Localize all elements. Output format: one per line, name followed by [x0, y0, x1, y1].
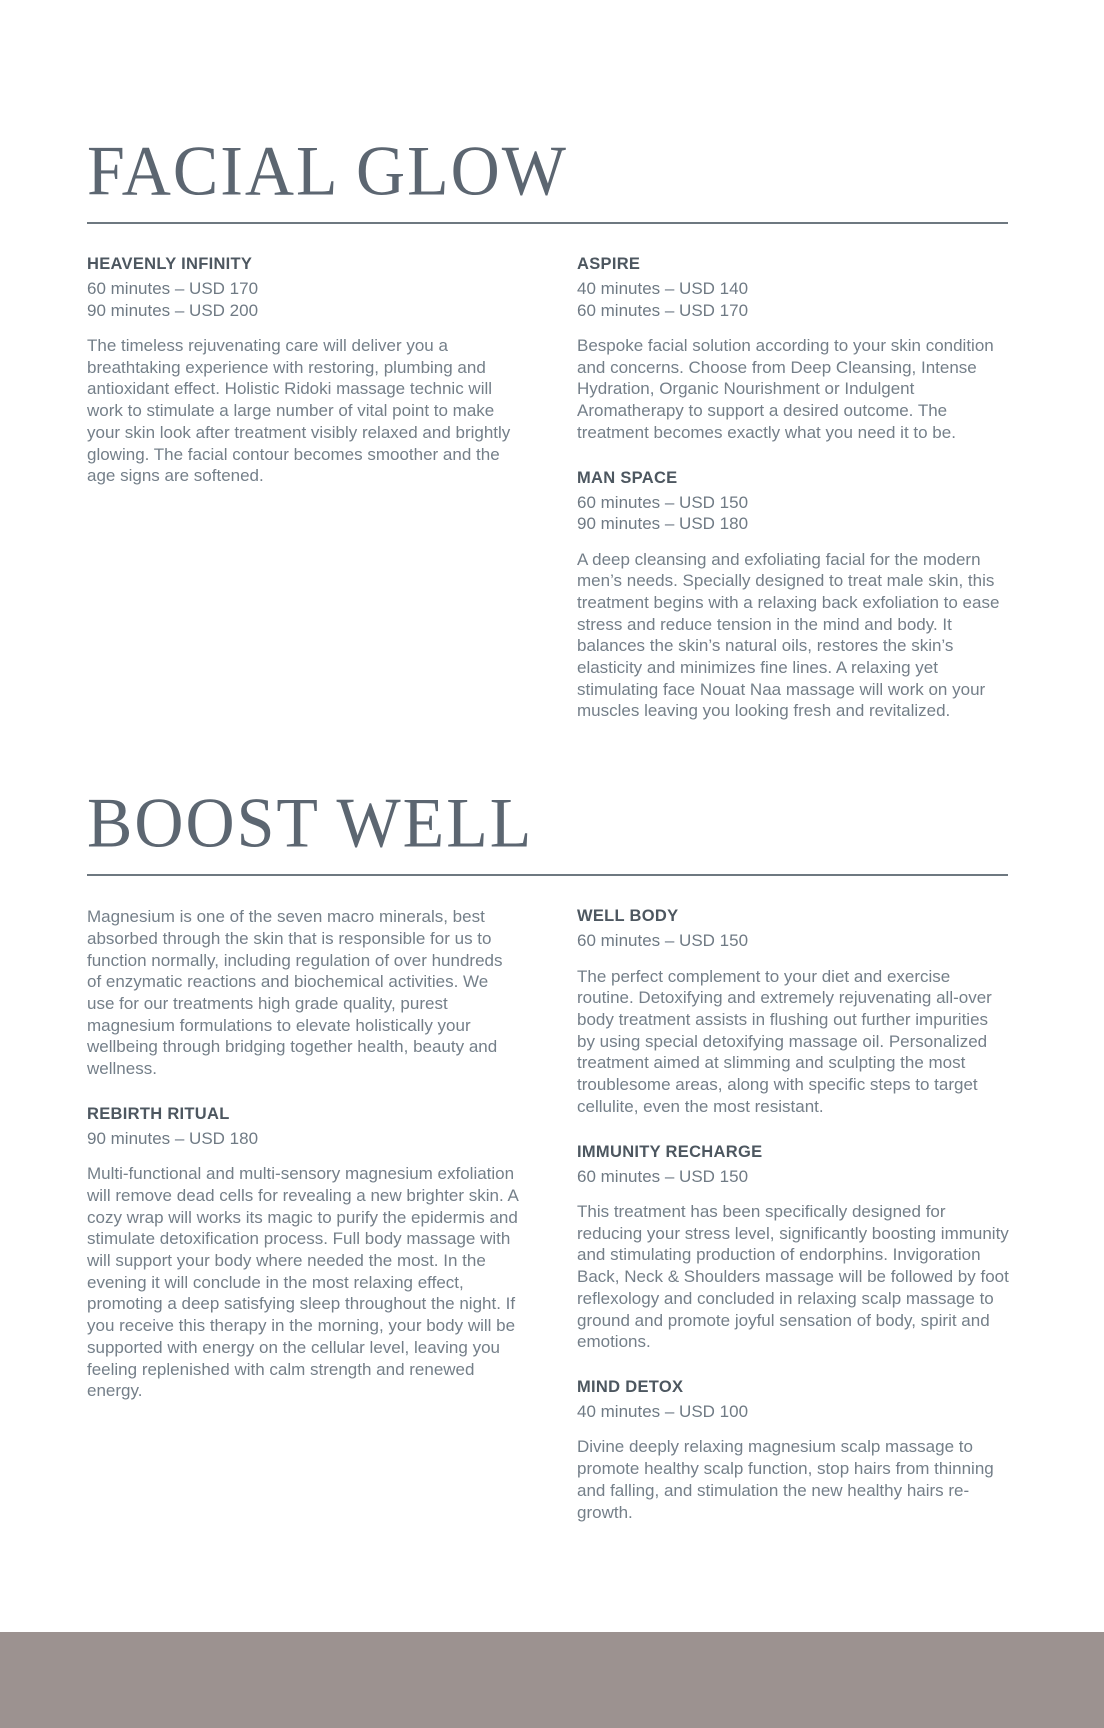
facial-glow-left-column	[87, 254, 519, 722]
section-boost-well	[87, 783, 1009, 1523]
section-title-facial-glow: FACIAL GLOW	[87, 131, 568, 211]
treatment-name: MIND DETOX	[577, 1377, 684, 1396]
treatment-name: MAN SPACE	[577, 468, 678, 487]
treatment-aspire	[577, 254, 1009, 444]
treatment-name: IMMUNITY RECHARGE	[577, 1142, 763, 1161]
treatment-price-line: 60 minutes – USD 150	[577, 931, 749, 951]
treatment-heavenly-infinity	[87, 254, 519, 487]
treatment-mind-detox	[577, 1377, 1009, 1523]
treatment-description: The perfect complement to your diet and exercise routine. Detoxifying and extremely rejuvenating all-over body treatment assists in flushing out further impurities by using special detoxifying massage oil. Personalized treatment aimed at slimming and sculpting the most troublesome areas, along with specific steps to target cellulite, even the most resistant.	[577, 966, 992, 1116]
boost-well-right-column	[577, 906, 1009, 1523]
treatment-well-body	[577, 906, 1009, 1117]
footer-color-bar	[0, 1632, 1104, 1728]
treatment-name: HEAVENLY INFINITY	[87, 255, 253, 273]
treatment-price-line: 40 minutes – USD 100	[577, 1401, 749, 1421]
treatment-man-space	[577, 468, 1009, 723]
boost-well-left-column	[87, 906, 519, 1523]
treatment-price-line: 60 minutes – USD 170	[577, 300, 749, 320]
treatment-name: WELL BODY	[577, 907, 679, 926]
treatment-price-line: 90 minutes – USD 180	[577, 514, 749, 534]
treatment-immunity-recharge	[577, 1142, 1009, 1353]
treatment-description: This treatment has been specifically designed for reducing your stress level, significantly boosting immunity and stimulating production of endorphins. Invigoration Back, Neck & Shoulders massage will be followed by foot reflexology and concluded in relaxing scalp massage to ground and promote joyful sensation of body, spirit and emotions.	[577, 1202, 1009, 1352]
treatment-description: Multi-functional and multi-sensory magnesium exfoliation will remove dead cells for revealing a new brighter skin. A cozy wrap will works its magic to purify the epidermis and stimulate detoxification process. Full body massage with will support your body where needed the most. In the evening it will conclude in the most relaxing effect, promoting a deep satisfying sleep throughout the night. If you receive this therapy in the morning, your body will be supported with energy on the cellular level, leaving you feeling replenished with calm strength and renewed energy.	[87, 1164, 518, 1401]
treatment-price-line: 60 minutes – USD 170	[87, 279, 259, 298]
boost-well-intro: Magnesium is one of the seven macro minerals, best absorbed through the skin that is responsible for us to function normally, including regulation of over hundreds of enzymatic reactions and biochemical activities. We use for our treatments high grade quality, purest magnesium formulations to elevate holistically your wellbeing through bridging together health, beauty and wellness.	[87, 907, 503, 1079]
section-divider	[87, 874, 1008, 876]
boost-well-columns	[87, 906, 1008, 1523]
treatment-description: Bespoke facial solution according to your skin condition and concerns. Choose from Deep Cleansing, Intense Hydration, Organic Nourishment or Indulgent Aromatherapy to support a desired outcome. The treatment becomes exactly what you need it to be.	[577, 336, 994, 442]
treatment-description: A deep cleansing and exfoliating facial for the modern men’s needs. Specially designed to treat male skin, this treatment begins with a relaxing back exfoliation to ease stress and reduce tension in the mind and body. It balances the skin’s natural oils, restores the skin’s elasticity and minimizes fine lines. A relaxing yet stimulating face Nouat Naa massage will work on your muscles leaving you looking fresh and revitalized.	[577, 549, 1000, 721]
treatment-name: REBIRTH RITUAL	[87, 1104, 230, 1123]
treatment-description: The timeless rejuvenating care will deliver you a breathtaking experience with restoring, plumbing and antioxidant effect. Holistic Ridoki massage technic will work to stimulate a large number of vital point to make your skin look after treatment visibly relaxed and brightly glowing. The facial contour becomes smoother and the age signs are softened.	[87, 336, 511, 486]
treatment-description: Divine deeply relaxing magnesium scalp massage to promote healthy scalp function, stop hairs from thinning and falling, and stimulation the new healthy hairs re-growth.	[577, 1437, 994, 1522]
section-facial-glow	[87, 131, 1008, 722]
treatment-price-line: 60 minutes – USD 150	[577, 492, 749, 512]
facial-glow-right-column	[577, 254, 1009, 722]
facial-glow-columns	[87, 254, 1008, 722]
treatment-name: ASPIRE	[577, 255, 641, 273]
treatment-price-line: 40 minutes – USD 140	[577, 279, 749, 298]
treatment-price-line: 60 minutes – USD 150	[577, 1166, 749, 1186]
section-divider	[87, 222, 1008, 224]
section-title-boost-well: BOOST WELL	[87, 783, 534, 863]
treatment-price-line: 90 minutes – USD 200	[87, 300, 259, 320]
treatment-price-line: 90 minutes – USD 180	[87, 1128, 259, 1148]
treatment-rebirth-ritual	[87, 1104, 519, 1402]
